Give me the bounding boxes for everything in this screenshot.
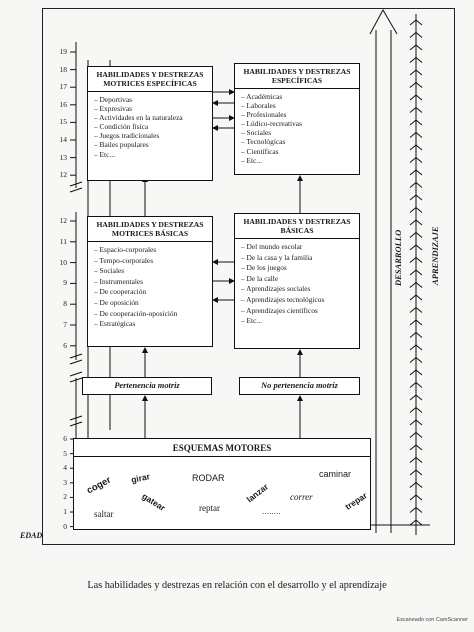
list-item: – De cooperación bbox=[94, 287, 212, 298]
age-tick-label: 7 bbox=[63, 320, 67, 329]
age-tick-label: 6 bbox=[63, 434, 67, 443]
list-item: – Científicas bbox=[241, 147, 359, 156]
list-item: – Estratégicas bbox=[94, 319, 212, 330]
aprendizaje-arrow bbox=[410, 14, 422, 535]
list-item: – Bailes populares bbox=[94, 140, 212, 149]
box-specific-title: HABILIDADES Y DESTREZAS ESPECÍFICAS bbox=[235, 64, 359, 89]
list-item: – Etc... bbox=[94, 150, 212, 159]
list-item: – Juegos tradicionales bbox=[94, 131, 212, 140]
box-motor-specific bbox=[87, 66, 213, 181]
box-specific bbox=[234, 63, 360, 175]
age-tick-label: 11 bbox=[59, 236, 67, 246]
age-tick-label: 0 bbox=[63, 521, 67, 531]
figure-caption: Las habilidades y destrezas en relación con el desarrollo y el aprendizaje bbox=[87, 580, 387, 591]
non-belonging-motor-box: No pertenencia motriz bbox=[239, 377, 360, 395]
word-caminar: caminar bbox=[319, 469, 352, 479]
list-item: – Aprendizajes sociales bbox=[241, 284, 359, 295]
box-motor-basic-title: HABILIDADES Y DESTREZAS MOTRICES BÁSICAS bbox=[88, 217, 212, 242]
list-item: – Profesionales bbox=[241, 110, 359, 119]
box-motor-specific-list bbox=[88, 92, 212, 159]
list-item: – De los juegos bbox=[241, 263, 359, 274]
word-dots: ........ bbox=[262, 506, 281, 516]
list-item: – Sociales bbox=[241, 128, 359, 137]
edad-label: EDAD bbox=[20, 531, 43, 540]
word-correr: correr bbox=[290, 492, 313, 502]
list-item: – Tecnológicas bbox=[241, 137, 359, 146]
age-tick-label: 17 bbox=[59, 82, 67, 92]
list-item: – De cooperación-oposición bbox=[94, 309, 212, 320]
age-tick-label: 2 bbox=[63, 492, 67, 502]
box-motor-basic-list bbox=[88, 242, 212, 330]
list-item: – Expresivas bbox=[94, 104, 212, 113]
age-tick-label: 19 bbox=[59, 47, 67, 56]
list-item: – Aprendizajes tecnológicos bbox=[241, 295, 359, 306]
word-rodar: RODAR bbox=[192, 473, 225, 483]
list-item: – Sociales bbox=[94, 266, 212, 277]
list-item: – Académicas bbox=[241, 92, 359, 101]
age-tick-label: 9 bbox=[63, 278, 67, 288]
age-tick-label: 3 bbox=[63, 477, 67, 487]
list-item: – Del mundo escolar bbox=[241, 242, 359, 253]
list-item: – Espacio-corporales bbox=[94, 245, 212, 256]
age-tick-label: 12 bbox=[59, 170, 67, 180]
list-item: – Condición física bbox=[94, 122, 212, 131]
scanner-watermark: Escaneado con CamScanner bbox=[396, 617, 468, 623]
box-motor-specific-title: HABILIDADES Y DESTREZAS MOTRICES ESPECÍFICAS bbox=[88, 67, 212, 92]
list-item: – Aprendizajes científicos bbox=[241, 306, 359, 317]
list-item: – Lúdico-recreativas bbox=[241, 119, 359, 128]
word-gatear: gatear bbox=[140, 490, 168, 514]
age-tick-label: 10 bbox=[59, 257, 67, 267]
box-specific-list bbox=[235, 89, 359, 165]
word-trepar: trepar bbox=[343, 490, 369, 512]
word-coger: coger bbox=[84, 474, 113, 497]
age-tick-label: 8 bbox=[63, 299, 67, 309]
word-lanzar: lanzar bbox=[244, 481, 271, 505]
box-basic-list bbox=[235, 239, 359, 327]
age-tick-label: 14 bbox=[59, 135, 67, 144]
desarrollo-label: DESARROLLO bbox=[393, 229, 403, 286]
word-girar: girar bbox=[130, 471, 151, 485]
age-tick-label: 5 bbox=[63, 448, 67, 458]
age-tick-label: 15 bbox=[59, 117, 67, 127]
list-item: – Actividades en la naturaleza bbox=[94, 113, 212, 122]
aprendizaje-label: APRENDIZAJE bbox=[430, 226, 440, 285]
belonging-motor-box: Pertenencia motriz bbox=[82, 377, 212, 395]
word-reptar: reptar bbox=[199, 503, 220, 513]
list-item: – De oposición bbox=[94, 298, 212, 309]
list-item: – Instrumentales bbox=[94, 277, 212, 288]
list-item: – Deportivas bbox=[94, 95, 212, 104]
box-basic-title: HABILIDADES Y DESTREZAS BÁSICAS bbox=[235, 214, 359, 239]
age-tick-label: 6 bbox=[63, 340, 67, 350]
box-motor-schemes bbox=[73, 438, 371, 530]
age-tick-label: 12 bbox=[59, 216, 67, 225]
age-tick-label: 1 bbox=[63, 507, 67, 516]
list-item: – Tempo-corporales bbox=[94, 256, 212, 267]
list-item: – De la calle bbox=[241, 274, 359, 285]
list-item: – Etc... bbox=[241, 316, 359, 327]
age-tick-label: 4 bbox=[63, 463, 67, 473]
schemes-title: ESQUEMAS MOTORES bbox=[74, 439, 370, 457]
list-item: – Laborales bbox=[241, 101, 359, 110]
box-basic bbox=[234, 213, 360, 349]
list-item: – Etc... bbox=[241, 156, 359, 165]
age-tick-label: 18 bbox=[59, 64, 67, 74]
list-item: – De la casa y la familia bbox=[241, 253, 359, 264]
age-tick-label: 16 bbox=[59, 99, 67, 109]
word-saltar: saltar bbox=[94, 509, 114, 519]
age-tick-label: 13 bbox=[59, 152, 67, 162]
box-motor-basic bbox=[87, 216, 213, 347]
